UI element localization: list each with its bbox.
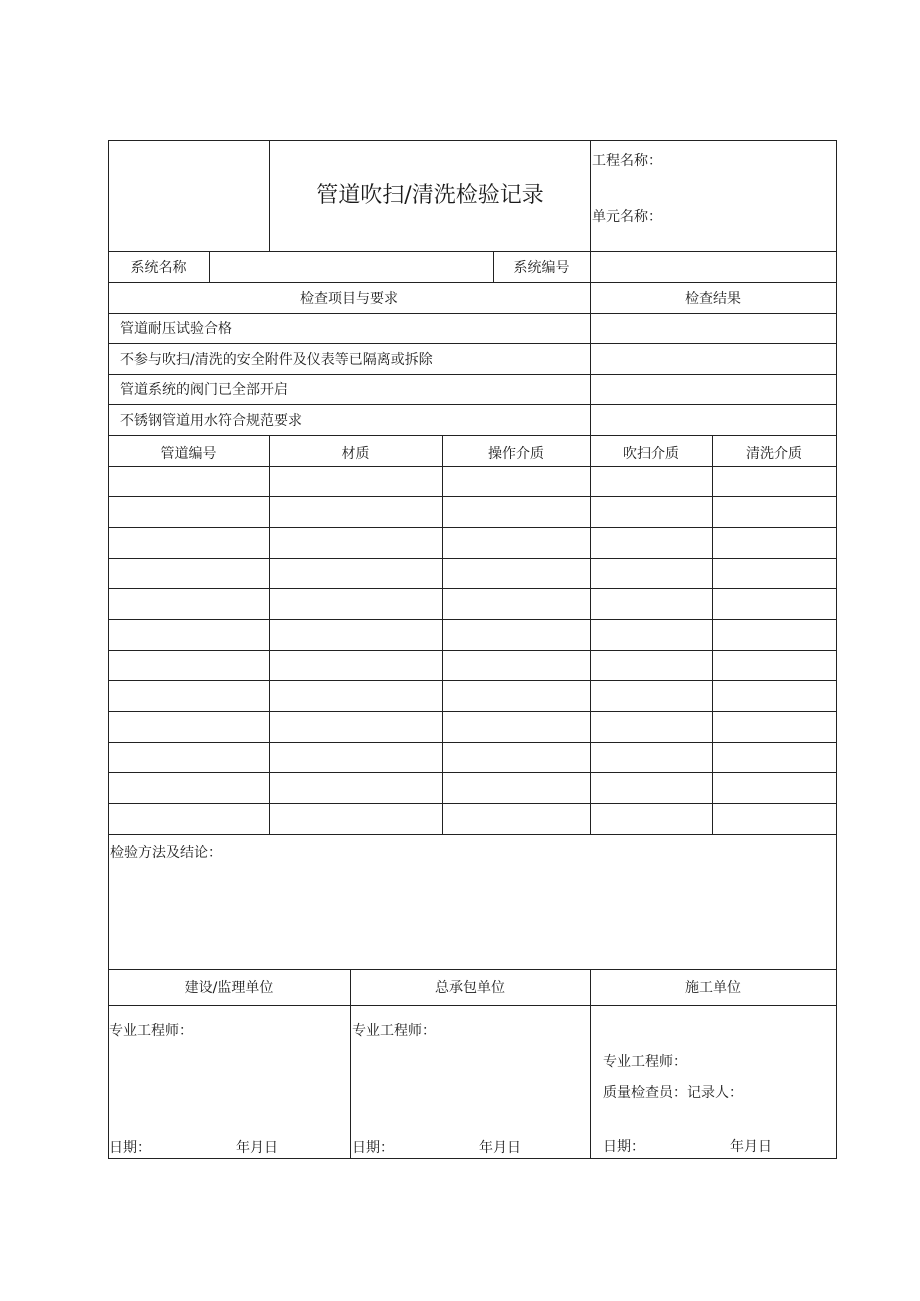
cleaning-medium-cell[interactable] (716, 534, 832, 550)
material-cell[interactable] (273, 626, 438, 642)
conclusion-field[interactable] (112, 866, 832, 964)
check-result-header: 检查结果 (685, 291, 741, 307)
material-cell[interactable] (273, 780, 438, 796)
pipe-number-cell[interactable] (112, 718, 265, 734)
check-item: 管道耐压试验合格 (120, 321, 232, 337)
unit-header-general-contractor: 总承包单位 (435, 980, 505, 996)
operating-medium-cell[interactable] (446, 688, 586, 704)
pipe-number-cell[interactable] (112, 596, 265, 612)
column-header-operating-medium: 操作介质 (488, 446, 544, 462)
operating-medium-cell[interactable] (446, 657, 586, 673)
purge-medium-cell[interactable] (594, 780, 708, 796)
project-name-label: 工程名称： (592, 153, 662, 169)
purge-medium-cell[interactable] (594, 657, 708, 673)
system-number-label: 系统编号 (513, 260, 570, 276)
cleaning-medium-cell[interactable] (716, 473, 832, 489)
system-name-label: 系统名称 (130, 260, 187, 276)
check-items-header: 检查项目与要求 (300, 291, 398, 307)
engineer-label: 专业工程师： (109, 1023, 193, 1039)
purge-medium-cell[interactable] (594, 565, 708, 581)
purge-medium-cell[interactable] (594, 504, 708, 520)
purge-medium-cell[interactable] (594, 626, 708, 642)
pipe-number-cell[interactable] (112, 626, 265, 642)
conclusion-label: 检验方法及结论： (110, 845, 222, 861)
check-item: 不锈钢管道用水符合规范要求 (120, 413, 302, 429)
cleaning-medium-cell[interactable] (716, 657, 832, 673)
operating-medium-cell[interactable] (446, 626, 586, 642)
cleaning-medium-cell[interactable] (716, 688, 832, 704)
material-cell[interactable] (273, 657, 438, 673)
engineer-label: 专业工程师： (603, 1054, 687, 1070)
cleaning-medium-cell[interactable] (716, 596, 832, 612)
check-item: 管道系统的阀门已全部开启 (120, 382, 288, 398)
cleaning-medium-cell[interactable] (716, 780, 832, 796)
unit-name-field[interactable] (665, 204, 830, 228)
date-label: 日期： (603, 1139, 645, 1155)
purge-medium-cell[interactable] (594, 718, 708, 734)
column-header-purge-medium: 吹扫介质 (623, 446, 679, 462)
operating-medium-cell[interactable] (446, 810, 586, 826)
purge-medium-cell[interactable] (594, 596, 708, 612)
material-cell[interactable] (273, 749, 438, 765)
cleaning-medium-cell[interactable] (716, 810, 832, 826)
cleaning-medium-cell[interactable] (716, 718, 832, 734)
material-cell[interactable] (273, 534, 438, 550)
purge-medium-cell[interactable] (594, 810, 708, 826)
date-suffix: 年月日 (479, 1140, 521, 1156)
logo-box (109, 141, 269, 251)
operating-medium-cell[interactable] (446, 504, 586, 520)
column-header-pipe-number: 管道编号 (160, 446, 217, 462)
pipe-number-cell[interactable] (112, 534, 265, 550)
pipe-number-cell[interactable] (112, 749, 265, 765)
check-item: 不参与吹扫/清洗的安全附件及仪表等已隔离或拆除 (120, 352, 433, 368)
check-result-field[interactable] (595, 413, 831, 429)
check-result-field[interactable] (595, 352, 831, 368)
pipe-number-cell[interactable] (112, 657, 265, 673)
operating-medium-cell[interactable] (446, 534, 586, 550)
pipe-number-cell[interactable] (112, 473, 265, 489)
purge-medium-cell[interactable] (594, 473, 708, 489)
operating-medium-cell[interactable] (446, 780, 586, 796)
system-name-field[interactable] (214, 260, 489, 276)
date-suffix: 年月日 (236, 1140, 278, 1156)
operating-medium-cell[interactable] (446, 718, 586, 734)
column-header-material: 材质 (341, 446, 370, 462)
engineer-label: 专业工程师： (352, 1023, 436, 1039)
form-title: 管道吹扫/清洗检验记录 (316, 183, 544, 208)
purge-medium-cell[interactable] (594, 688, 708, 704)
unit-name-label: 单元名称： (592, 209, 662, 225)
cleaning-medium-cell[interactable] (716, 565, 832, 581)
pipe-number-cell[interactable] (112, 780, 265, 796)
date-label: 日期： (109, 1140, 151, 1156)
purge-medium-cell[interactable] (594, 749, 708, 765)
operating-medium-cell[interactable] (446, 596, 586, 612)
cleaning-medium-cell[interactable] (716, 749, 832, 765)
material-cell[interactable] (273, 473, 438, 489)
material-cell[interactable] (273, 504, 438, 520)
material-cell[interactable] (273, 718, 438, 734)
date-suffix: 年月日 (730, 1139, 772, 1155)
column-header-cleaning-medium: 清洗介质 (746, 446, 802, 462)
check-result-field[interactable] (595, 382, 831, 398)
system-number-field[interactable] (595, 260, 831, 276)
material-cell[interactable] (273, 596, 438, 612)
inspector-recorder-label: 质量检查员：记录人： (603, 1085, 743, 1101)
material-cell[interactable] (273, 688, 438, 704)
cleaning-medium-cell[interactable] (716, 626, 832, 642)
operating-medium-cell[interactable] (446, 749, 586, 765)
pipe-number-cell[interactable] (112, 688, 265, 704)
check-result-field[interactable] (595, 321, 831, 337)
pipe-number-cell[interactable] (112, 504, 265, 520)
material-cell[interactable] (273, 810, 438, 826)
date-label: 日期： (352, 1140, 394, 1156)
cleaning-medium-cell[interactable] (716, 504, 832, 520)
pipe-number-cell[interactable] (112, 565, 265, 581)
operating-medium-cell[interactable] (446, 473, 586, 489)
unit-header-constructor: 施工单位 (685, 980, 741, 996)
material-cell[interactable] (273, 565, 438, 581)
operating-medium-cell[interactable] (446, 565, 586, 581)
pipe-number-cell[interactable] (112, 810, 265, 826)
unit-header-owner: 建设/监理单位 (184, 980, 274, 996)
project-name-field[interactable] (665, 148, 830, 172)
purge-medium-cell[interactable] (594, 534, 708, 550)
